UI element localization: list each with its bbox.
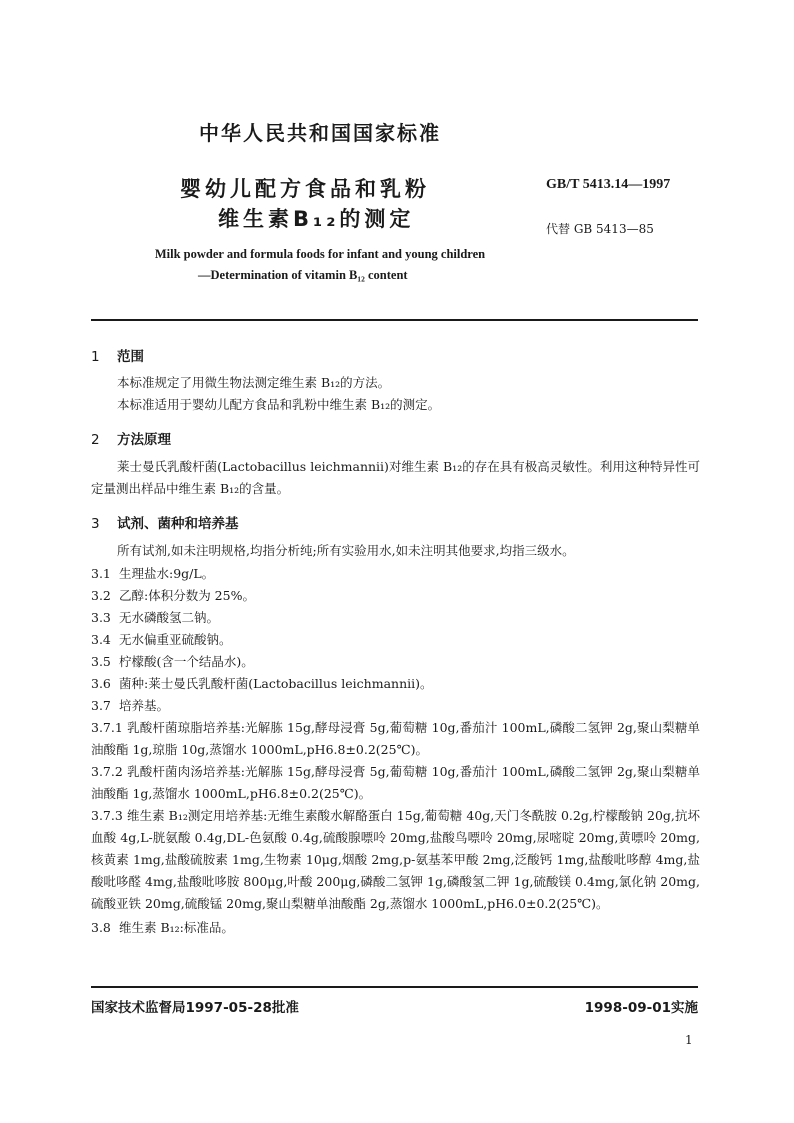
section-3-heading [91,512,239,532]
paragraph: 莱士曼氏乳酸杆菌(Lactobacillus leichmannii)对维生素 B₁₂的存在具有极高灵敏性。利用这种特异性可定量测出样品中维生素 B₁₂的含量。 [91,459,700,496]
list-item [91,629,700,651]
item-number: 3.7.2 [91,764,123,779]
item-number: 3.2 [91,588,111,603]
item-text: 乳酸杆菌肉汤培养基:光解胨 15g,酵母浸膏 5g,葡萄糖 10g,番茄汁 100mL,磷酸二氢钾 2g,聚山梨糖单油酸酯 1g,蒸馏水 1000mL,pH6.8±0.2(25℃)。 [91,764,700,801]
list-item [91,805,700,915]
item-number: 3.7.3 [91,808,123,823]
section-title: 方法原理 [117,432,171,448]
section-2-heading [91,428,171,448]
list-item [91,585,700,607]
section-title: 范围 [117,349,144,365]
national-standard-heading: 中华人民共和国国家标准 [199,121,441,145]
list-item [91,673,700,695]
approval-date: 国家技术监督局1997-05-28批准 [91,1000,299,1016]
section-number: 1 [91,349,100,365]
item-number: 3.3 [91,610,111,625]
list-item [91,717,700,761]
item-number: 3.7 [91,698,111,713]
item-text: 生理盐水:9g/L。 [119,566,215,581]
list-item [91,917,700,939]
title-cn-line1: 婴幼儿配方食品和乳粉 [180,177,430,201]
list-item [91,651,700,673]
item-text: 维生素 B₁₂:标准品。 [119,920,234,935]
item-number: 3.5 [91,654,111,669]
paragraph: 所有试剂,如未注明规格,均指分析纯;所有实验用水,如未注明其他要求,均指三级水。 [117,543,575,558]
title-en-line1: Milk powder and formula foods for infant and young children [154,247,486,261]
page-number: 1 [685,1033,693,1047]
item-number: 3.6 [91,676,111,691]
header-rule [91,319,698,321]
item-text: 培养基。 [119,698,170,713]
list-item [91,563,700,585]
standard-code: GB/T 5413.14—1997 [546,177,671,192]
list-item [91,695,700,717]
item-number: 3.8 [91,920,111,935]
item-number: 3.1 [91,566,111,581]
item-text: 无水磷酸氢二钠。 [119,610,220,625]
section-number: 3 [91,516,100,532]
replaces-note: 代替 GB 5413—85 [546,222,654,236]
item-text: 乳酸杆菌琼脂培养基:光解胨 15g,酵母浸膏 5g,葡萄糖 10g,番茄汁 100mL,磷酸二氢钾 2g,聚山梨糖单油酸酯 1g,琼脂 10g,蒸馏水 1000mL,pH6.8±0.2(25℃)。 [91,720,700,757]
implementation-date: 1998-09-01实施 [584,1000,698,1016]
item-text: 乙醇:体积分数为 25%。 [119,588,255,603]
item-text: 菌种:莱士曼氏乳酸杆菌(Lactobacillus leichmannii)。 [119,676,433,691]
section-1-heading [91,345,144,365]
list-item [91,607,700,629]
section-title: 试剂、菌种和培养基 [117,516,239,532]
item-text: 柠檬酸(含一个结晶水)。 [119,654,254,669]
title-cn-line2: 维生素B₁₂的测定 [218,207,415,231]
item-number: 3.7.1 [91,720,123,735]
footer-rule [91,986,698,988]
item-number: 3.4 [91,632,111,647]
item-text: 维生素 B₁₂测定用培养基:无维生素酸水解酪蛋白 15g,葡萄糖 40g,天门冬酰胺 0.2g,柠檬酸钠 20g,抗坏血酸 4g,L-胱氨酸 0.4g,DL-色氨酸 0.4g,硫酸腺嘌呤 20mg,盐酸鸟嘌呤 20mg,尿嘧啶 20mg,黄嘌呤 20mg,核黄素 1mg,盐酸硫胺素 1mg,生物素 10μg,烟酸 2mg,p-氨基苯甲酸 2mg,泛酸钙 1mg,盐酸吡哆醇 4mg,盐酸吡哆醛 4mg,盐酸吡哆胺 800μg,叶酸 200μg,磷酸二氢钾 1g,磷酸氢二钾 1g,硫酸镁 0.4mg,氯化钠 20mg,硫酸亚铁 20mg,硫酸锰 20mg,聚山梨糖单油酸酯 2g,蒸馏水 1000mL,pH6.0±0.2(25℃)。 [91,808,700,911]
paragraph: 本标准适用于婴幼儿配方食品和乳粉中维生素 B₁₂的测定。 [117,397,441,412]
title-en-line2: —Determination of vitamin B₁₂ content [198,268,408,282]
section-number: 2 [91,432,100,448]
list-item [91,761,700,805]
paragraph: 本标准规定了用微生物法测定维生素 B₁₂的方法。 [117,375,391,390]
item-text: 无水偏重亚硫酸钠。 [119,632,232,647]
